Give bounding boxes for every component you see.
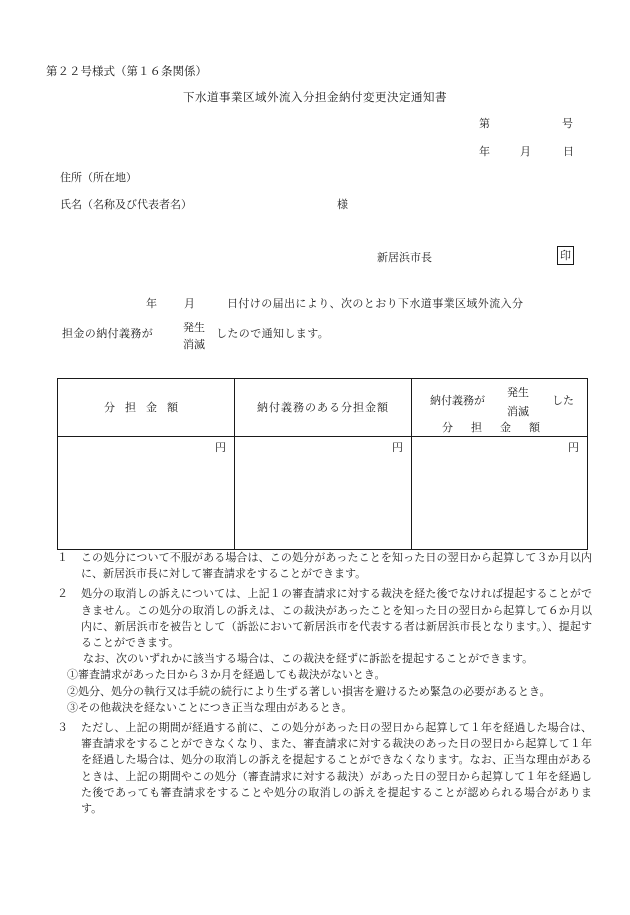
header-obligated-label: 納付義務のある分担金額 xyxy=(257,401,389,414)
body-year: 年 xyxy=(146,297,157,310)
note-number: ３ xyxy=(57,721,68,735)
table-value-row xyxy=(58,437,588,550)
value-cell-obligated-amount xyxy=(235,437,412,550)
body-choice-occur: 発生 xyxy=(183,321,205,334)
body-choice-stack xyxy=(183,319,205,353)
note-condition-1: ①審査請求があった日から３か月を経過しても裁決がないとき。 xyxy=(67,668,386,682)
note-text: 処分の取消しの訴えについては、上記１の審査請求に対する裁決を経た後でなければ提起することができません。この処分の取消しの訴えは、この裁決があったことを知った日の翌日から起算して６か月以内に、新居浜市を被告として（訴訟において新居浜市を代表する者は新居浜市長となります。）、提起することができます。 xyxy=(81,587,592,650)
body-line2-start: 担金の納付義務が xyxy=(62,327,154,340)
issue-number-suffix: 号 xyxy=(562,117,573,130)
issue-number-prefix: 第 xyxy=(479,117,490,130)
form-number: 第２２号様式（第１６条関係） xyxy=(46,64,207,78)
issue-date-day: 日 xyxy=(563,145,574,158)
yen-unit: 円 xyxy=(392,441,403,454)
body-choice-extinguish: 消滅 xyxy=(183,338,205,351)
header-changed-bottom: 分担金額 xyxy=(442,421,558,434)
honorific: 様 xyxy=(337,198,348,211)
issue-date-year: 年 xyxy=(479,145,490,158)
notes-section xyxy=(57,550,592,821)
value-cell-changed-amount xyxy=(412,437,588,550)
header-cell-obligated-amount xyxy=(235,379,412,437)
amount-table xyxy=(57,378,588,550)
note-condition-3: ③その他裁決を経ないことにつき正当な理由があるとき。 xyxy=(67,700,353,714)
header-choice-occur: 発生 xyxy=(507,386,529,399)
issue-date-month: 月 xyxy=(520,145,531,158)
header-changed-prefix: 納付義務が xyxy=(430,394,485,407)
seal-box: 印 xyxy=(557,246,574,265)
table-header-row xyxy=(58,379,588,437)
body-month: 月 xyxy=(184,297,195,310)
name-label: 氏名（名称及び代表者名） xyxy=(60,198,192,211)
note-condition-2: ②処分、処分の執行又は手続の続行により生ずる著しい損害を避けるため緊急の必要があるとき。 xyxy=(67,684,551,698)
document-title: 下水道事業区域外流入分担金納付変更決定通知書 xyxy=(183,90,447,104)
header-changed-suffix: した xyxy=(552,394,574,407)
header-choice-stack xyxy=(507,383,529,421)
note-item-2 xyxy=(57,586,592,651)
header-amount-label: 分担金額 xyxy=(104,401,188,414)
address-label: 住所（所在地） xyxy=(60,171,137,184)
note-text: ただし、上記の期間が経過する前に、この処分があった日の翌日から起算して１年を経過した場合は、審査請求をすることができなくなり、また、審査請求に対する裁決のあった日の翌日から起算して１年を経過した場合は、処分の取消しの訴えを提起することができなくなります。なお、正当な理由があるときは、上記の期間やこの処分（審査請求に対する裁決）があった日の翌日から起算して１年を経過した後であっても審査請求をすることや処分の取消しの訴えを提起することが認められる場合があります。 xyxy=(81,721,592,816)
note-text: この処分について不服がある場合は、この処分があったことを知った日の翌日から起算して３か月以内に、新居浜市長に対して審査請求をすることができます。 xyxy=(81,551,592,581)
value-cell-amount xyxy=(58,437,235,550)
body-line1: 日付けの届出により、次のとおり下水道事業区域外流入分 xyxy=(227,297,524,310)
body-line2-end: したので通知します。 xyxy=(216,327,330,340)
yen-unit: 円 xyxy=(568,441,579,454)
note-sub-text: なお、次のいずれかに該当する場合は、この裁決を経ずに訴訟を提起することができます。 xyxy=(83,652,534,666)
note-number: ２ xyxy=(57,587,68,601)
note-item-3 xyxy=(57,720,592,817)
header-cell-amount xyxy=(58,379,235,437)
yen-unit: 円 xyxy=(215,441,226,454)
note-item-1 xyxy=(57,550,592,582)
issuer-title: 新居浜市長 xyxy=(377,251,432,264)
header-choice-extinguish: 消滅 xyxy=(507,405,529,418)
header-cell-changed-amount xyxy=(412,379,588,437)
note-number: １ xyxy=(57,551,68,564)
